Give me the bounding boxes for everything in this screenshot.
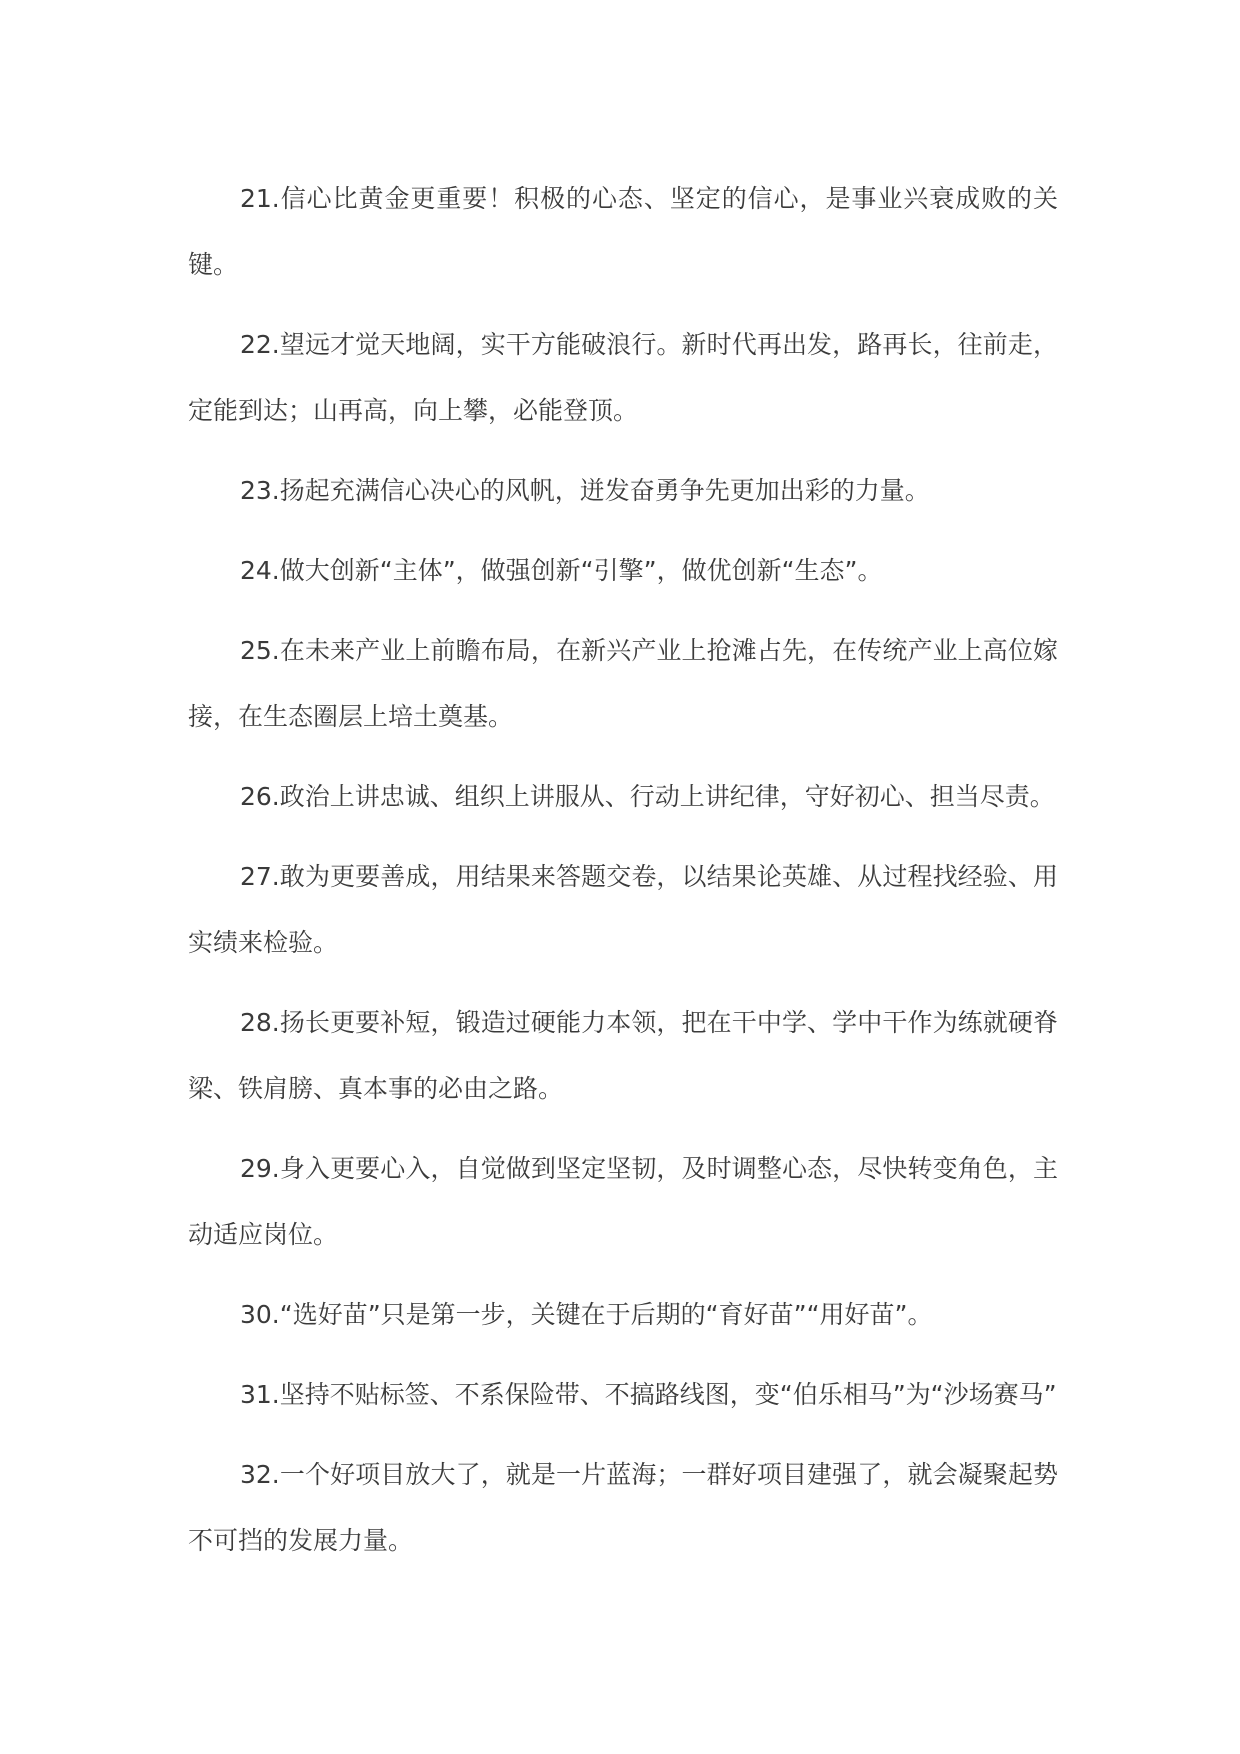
paragraph-30: 30.“选好苗”只是第一步，关键在于后期的“育好苗”“用好苗”。 (240, 1300, 933, 1329)
paragraph-29: 29.身入更要心入，自觉做到坚定坚韧，及时调整心态，尽快转变角色，主动适应岗位。 (188, 1154, 1058, 1249)
paragraph-22: 22.望远才觉天地阔，实干方能破浪行。新时代再出发，路再长，往前走，定能到达；山再高，向上攀，必能登顶。 (188, 330, 1058, 425)
paragraph-27: 27.敢为更要善成，用结果来答题交卷，以结果论英雄、从过程找经验、用实绩来检验。 (188, 862, 1058, 957)
paragraph-28: 28.扬长更要补短，锻造过硬能力本领，把在干中学、学中干作为练就硬脊梁、铁肩膀、真本事的必由之路。 (188, 1008, 1058, 1103)
paragraph-21: 21.信心比黄金更重要！积极的心态、坚定的信心，是事业兴衰成败的关键。 (188, 184, 1058, 279)
paragraph-25: 25.在未来产业上前瞻布局，在新兴产业上抢滩占先，在传统产业上高位嫁接，在生态圈层上培土奠基。 (188, 636, 1058, 731)
paragraph-26: 26.政治上讲忠诚、组织上讲服从、行动上讲纪律，守好初心、担当尽责。 (240, 782, 1055, 811)
document-body (188, 166, 1058, 1588)
paragraph-23: 23.扬起充满信心决心的风帆，迸发奋勇争先更加出彩的力量。 (240, 476, 930, 505)
paragraph-32: 32.一个好项目放大了，就是一片蓝海；一群好项目建强了，就会凝聚起势不可挡的发展力量。 (188, 1460, 1058, 1555)
paragraph-24: 24.做大创新“主体”，做强创新“引擎”，做优创新“生态”。 (240, 556, 883, 585)
paragraph-31: 31.坚持不贴标签、不系保险带、不搞路线图，变“伯乐相马”为“沙场赛马” (240, 1380, 1057, 1409)
